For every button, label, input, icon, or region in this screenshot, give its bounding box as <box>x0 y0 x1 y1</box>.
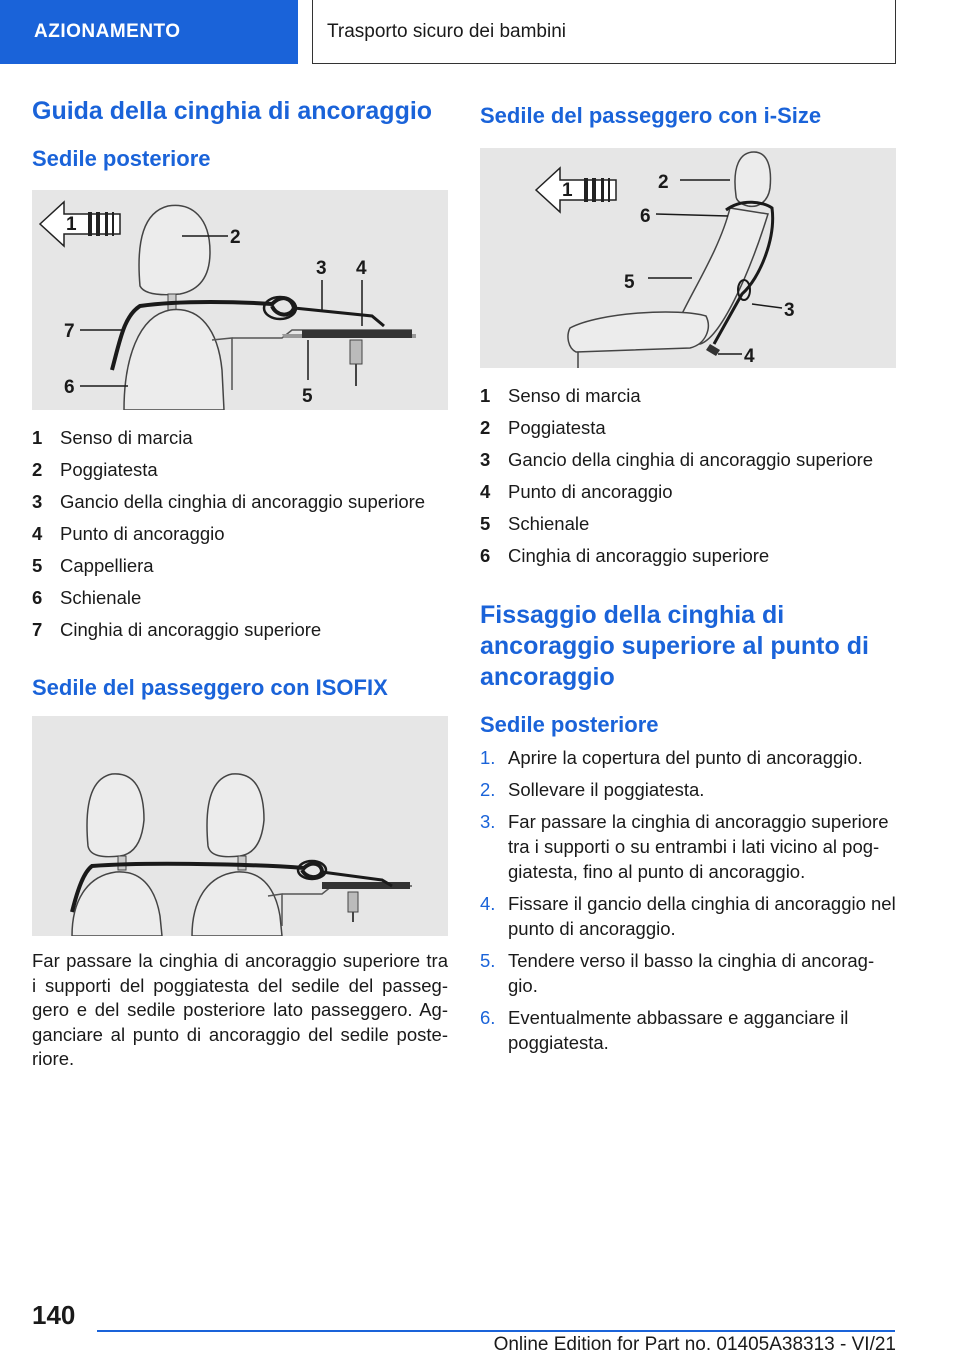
list-item: 7 Cinghia di ancoraggio superiore <box>32 619 322 640</box>
list-item: 6 Cinghia di ancoraggio superiore <box>480 545 770 566</box>
list-item: 1 Senso di marcia <box>32 427 193 448</box>
right-column <box>480 96 896 1062</box>
subheading-rear-seat-2: Sedile posteriore <box>480 712 659 737</box>
fastening-steps <box>480 745 896 1055</box>
seats-illustration <box>72 774 412 936</box>
figure-passenger-isofix <box>32 716 448 936</box>
list-item: 1. Aprire la copertura del punto di ancoraggio. <box>480 747 863 768</box>
fig3-label-6: 6 <box>640 206 651 227</box>
fig1-label-6: 6 <box>64 377 75 398</box>
fig1-label-5: 5 <box>302 386 313 407</box>
heading-fasten-strap: Fissaggio della cinghia di ancoraggio superiore al punto di ancoraggio <box>480 601 869 691</box>
list-item: 6 Schienale <box>32 587 142 608</box>
subheading-passenger-isize: Sedile del passeggero con i-Size <box>480 103 822 128</box>
direction-arrow-icon <box>40 202 120 246</box>
fig3-label-2: 2 <box>658 172 669 193</box>
list-item: 4 Punto di ancoraggio <box>480 481 673 502</box>
fig3-label-1: 1 <box>562 180 573 201</box>
list-item: 2. Sollevare il poggiatesta. <box>480 779 705 800</box>
list-item: 4. Fissare il gancio della cinghia di ancoraggio nel punto di ancoraggio. <box>480 893 896 939</box>
legend-rear-seat <box>32 422 448 646</box>
figure-passenger-isize <box>480 148 896 368</box>
fig1-label-3: 3 <box>316 258 327 279</box>
fig3-label-5: 5 <box>624 272 635 293</box>
section-tab: AZIONAMENTO <box>0 0 298 64</box>
footer-edition: Online Edition for Part no. 01405A38313 - VI/21 <box>493 1334 896 1355</box>
list-item: 3. Far passare la cinghia di ancoraggio superiore tra i supporti o su entrambi i lati vicino al poggiatesta, fino al punto di ancoraggio. <box>480 811 889 882</box>
list-item: 5 Schienale <box>480 513 590 534</box>
fig3-label-3: 3 <box>784 300 795 321</box>
page-number: 140 <box>32 1300 76 1330</box>
list-item: 4 Punto di ancoraggio <box>32 523 225 544</box>
left-column <box>32 96 448 1072</box>
list-item: 2 Poggiatesta <box>32 459 158 480</box>
seat-illustration <box>124 205 416 410</box>
fig1-label-7: 7 <box>64 321 75 342</box>
direction-arrow-icon <box>536 168 616 212</box>
subheading-rear-seat: Sedile posteriore <box>32 146 211 171</box>
fig1-label-4: 4 <box>356 258 367 279</box>
isofix-instructions: Far passare la cinghia di ancoraggio superiore tra i supporti del poggiatesta del sedile del passeggero e del sedile posteriore lato passeggero. Agganciare al punto di ancoraggio del sedile posteriore. <box>32 950 448 1069</box>
topic-title: Trasporto sicuro dei bambini <box>312 0 896 64</box>
heading-anchor-strap-guide: Guida della cinghia di ancoraggio <box>32 97 433 125</box>
list-item: 1 Senso di marcia <box>480 385 641 406</box>
fig1-label-1: 1 <box>66 214 77 235</box>
list-item: 3 Gancio della cinghia di ancoraggio superiore <box>32 491 426 512</box>
fig1-label-2: 2 <box>230 227 241 248</box>
list-item: 3 Gancio della cinghia di ancoraggio superiore <box>480 449 874 470</box>
list-item: 5 Cappelliera <box>32 555 154 576</box>
list-item: 6. Eventualmente abbassare e agganciare il poggiatesta. <box>480 1007 849 1053</box>
fig3-label-4: 4 <box>744 346 755 367</box>
list-item: 2 Poggiatesta <box>480 417 606 438</box>
figure-rear-seat-strap <box>32 190 448 410</box>
legend-passenger-isize <box>480 380 896 572</box>
subheading-passenger-isofix: Sedile del passeggero con ISOFIX <box>32 675 388 700</box>
list-item: 5. Tendere verso il basso la cinghia di ancoraggio. <box>480 950 875 996</box>
